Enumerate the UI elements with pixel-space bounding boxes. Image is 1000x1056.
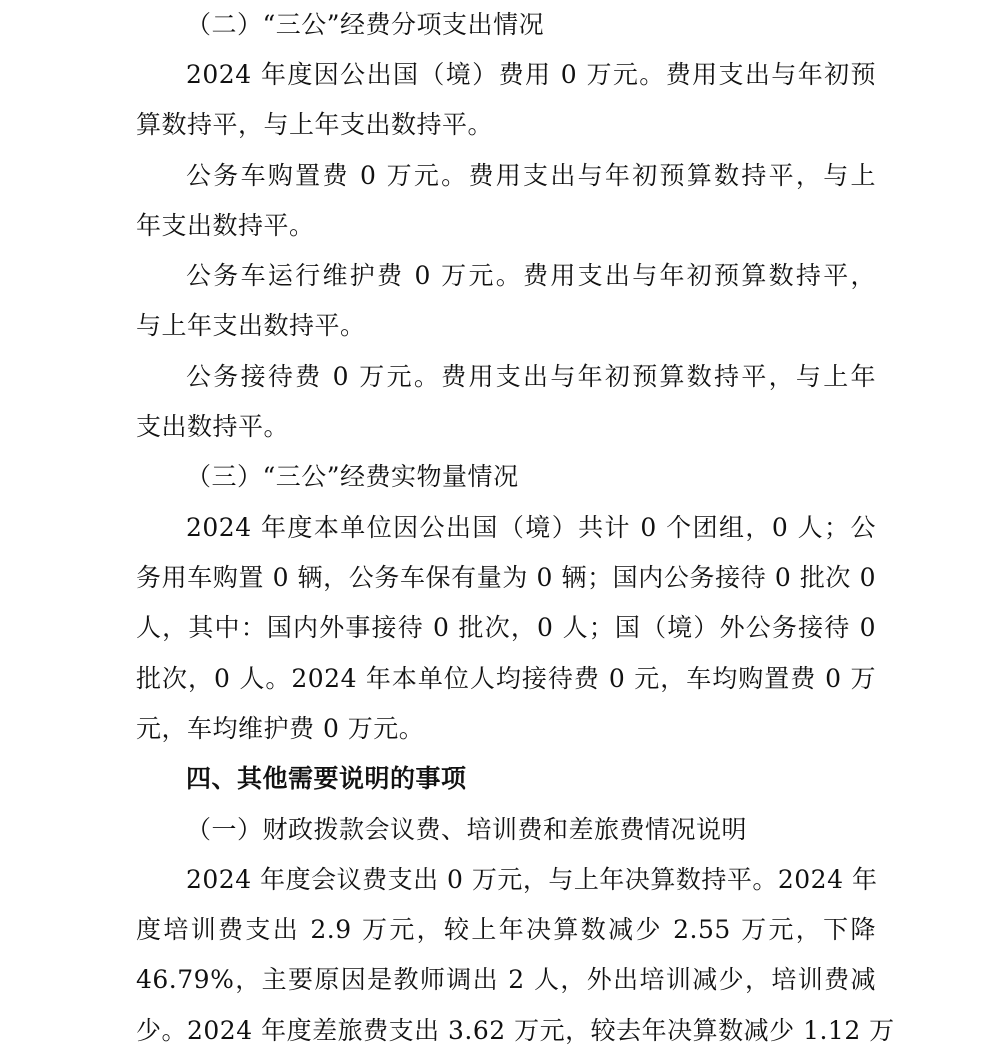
- paragraph-line: 2024 年度会议费支出 0 万元，与上年决算数持平。2024 年: [186, 865, 878, 894]
- paragraph-line: 算数持平，与上年支出数持平。: [136, 110, 494, 139]
- section-heading-4-1: （一）财政拨款会议费、培训费和差旅费情况说明: [186, 815, 748, 844]
- paragraph-line: 度培训费支出 2.9 万元，较上年决算数减少 2.55 万元，下降: [136, 915, 876, 944]
- section-heading-2: （二）“三公”经费分项支出情况: [186, 10, 545, 39]
- paragraph-line: 与上年支出数持平。: [136, 311, 366, 340]
- paragraph-line: 公务接待费 0 万元。费用支出与年初预算数持平，与上年: [186, 362, 876, 391]
- paragraph-line: 人，其中：国内外事接待 0 批次，0 人；国（境）外公务接待 0: [136, 613, 876, 642]
- paragraph-line: 年支出数持平。: [136, 211, 315, 240]
- paragraph-line: 2024 年度本单位因公出国（境）共计 0 个团组，0 人；公: [186, 513, 876, 542]
- paragraph-line: 公务车购置费 0 万元。费用支出与年初预算数持平，与上: [186, 161, 876, 190]
- chapter-heading-4: 四、其他需要说明的事项: [186, 764, 467, 793]
- section-heading-3: （三）“三公”经费实物量情况: [186, 462, 519, 491]
- paragraph-line: 元，车均维护费 0 万元。: [136, 714, 425, 743]
- paragraph-line: 公务车运行维护费 0 万元。费用支出与年初预算数持平，: [186, 261, 876, 290]
- paragraph-line: 少。2024 年度差旅费支出 3.62 万元，较去年决算数减少 1.12 万: [136, 1016, 895, 1045]
- paragraph-line: 批次，0 人。2024 年本单位人均接待费 0 元，车均购置费 0 万: [136, 664, 876, 693]
- paragraph-line: 务用车购置 0 辆，公务车保有量为 0 辆；国内公务接待 0 批次 0: [136, 563, 876, 592]
- paragraph-line: 支出数持平。: [136, 412, 290, 441]
- paragraph-line: 2024 年度因公出国（境）费用 0 万元。费用支出与年初预: [186, 60, 876, 89]
- paragraph-line: 46.79%，主要原因是教师调出 2 人，外出培训减少，培训费减: [136, 965, 876, 994]
